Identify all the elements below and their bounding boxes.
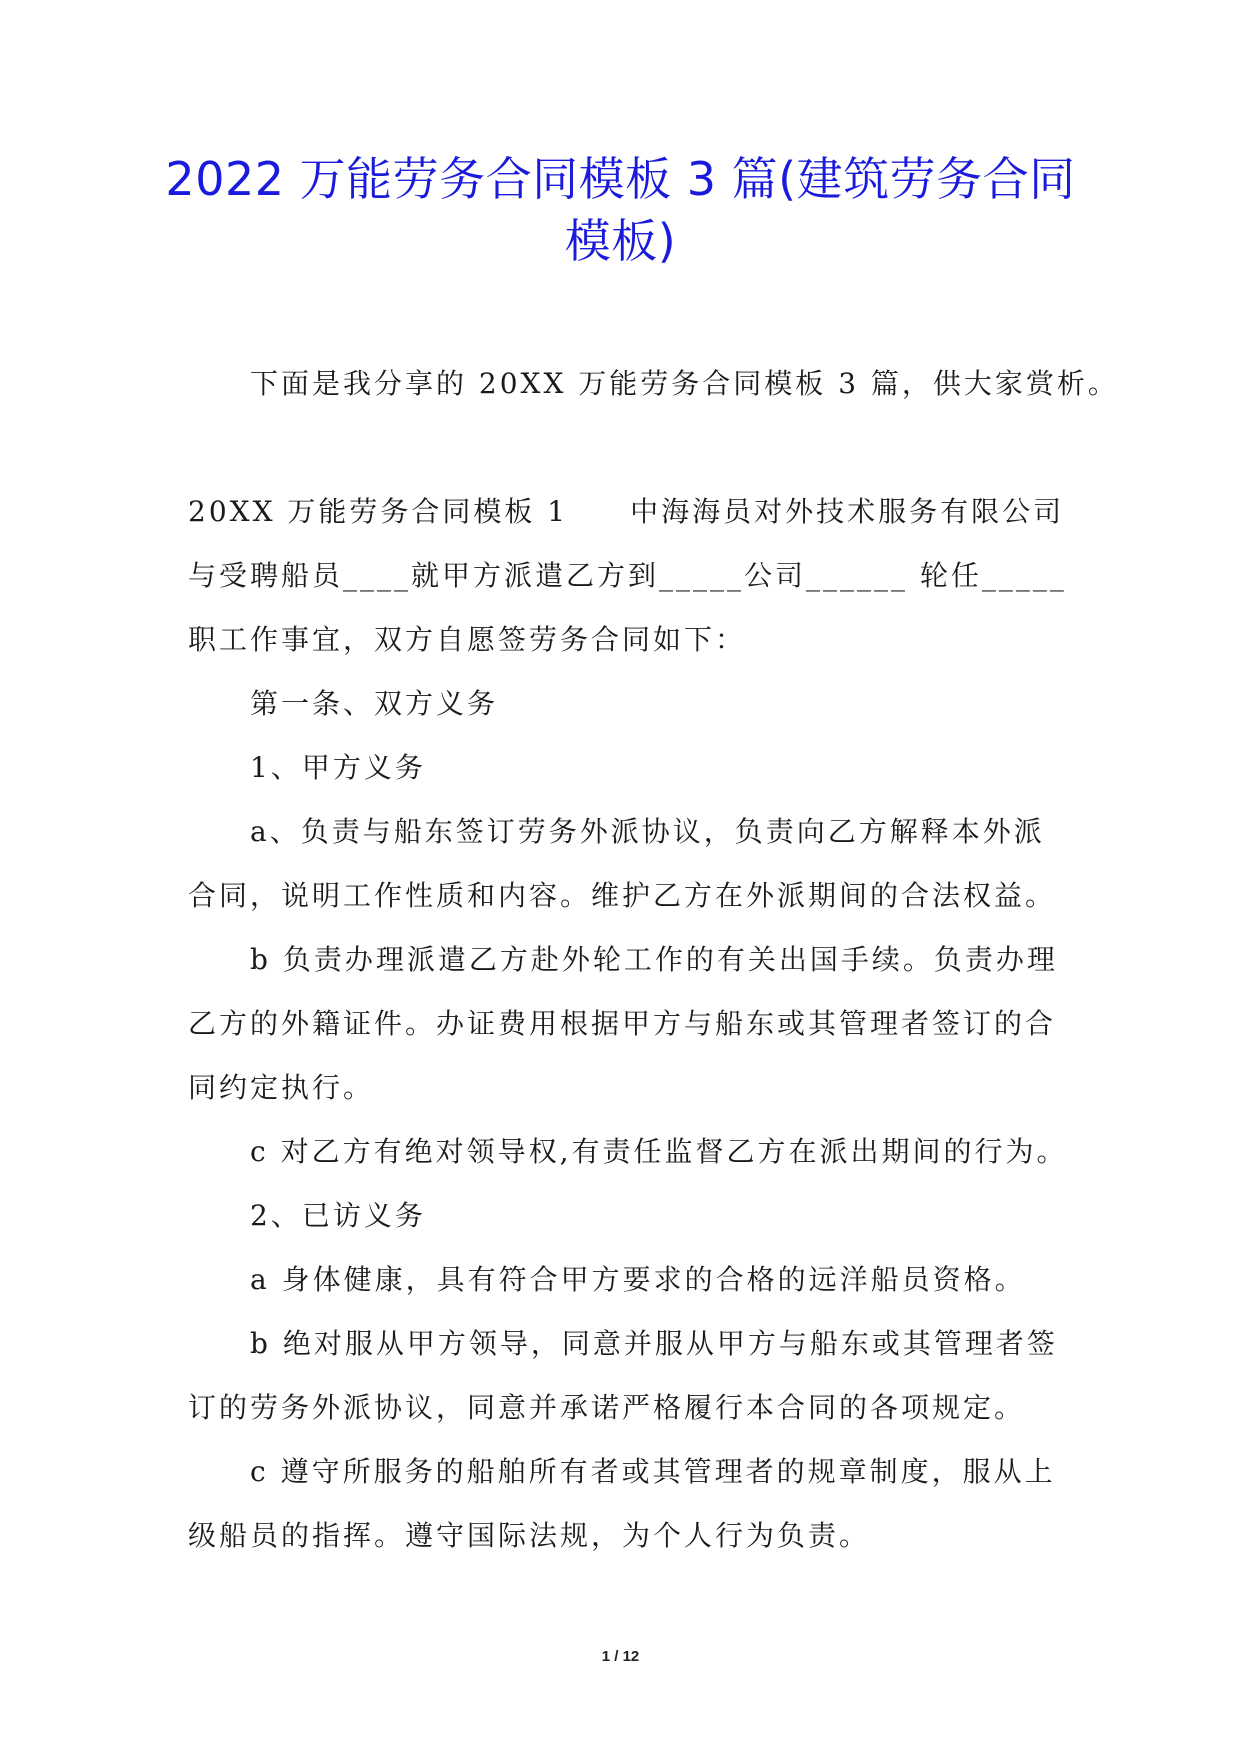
- text-line: c 对乙方有绝对领导权,有责任监督乙方在派出期间的行为。: [250, 1135, 1068, 1168]
- subsection-heading: 1、甲方义务: [250, 751, 426, 784]
- paragraph-gap: [188, 416, 1056, 480]
- text-line: a 身体健康，具有符合甲方要求的合格的远洋船员资格。: [250, 1263, 1026, 1296]
- text-line: 与受聘船员____就甲方派遣乙方到_____公司______ 轮任_____: [188, 559, 1067, 592]
- text-line: 职工作事宜，双方自愿签劳务合同如下：: [188, 623, 747, 656]
- document-title: [160, 148, 1081, 272]
- text-line: c 遵守所服务的船舶所有者或其管理者的规章制度，服从上: [250, 1455, 1056, 1488]
- page-number: 1 / 12: [601, 1648, 640, 1665]
- title-line-2: 模板): [564, 214, 677, 268]
- intro-paragraph: 下面是我分享的 20XX 万能劳务合同模板 3 篇，供大家赏析。: [250, 367, 1119, 400]
- text-line: b 绝对服从甲方领导，同意并服从甲方与船东或其管理者签: [250, 1327, 1058, 1360]
- text-line: 乙方的外籍证件。办证费用根据甲方与船东或其管理者签订的合: [188, 1007, 1057, 1040]
- text-line: 合同，说明工作性质和内容。维护乙方在外派期间的合法权益。: [188, 879, 1057, 912]
- text-line: 20XX 万能劳务合同模板 1 中海海员对外技术服务有限公司: [188, 495, 1065, 528]
- title-line-1: 2022 万能劳务合同模板 3 篇(建筑劳务合同: [165, 152, 1076, 206]
- subsection-heading: 2、已访义务: [250, 1199, 426, 1232]
- text-line: 订的劳务外派协议，同意并承诺严格履行本合同的各项规定。: [188, 1391, 1026, 1424]
- text-line: 级船员的指挥。遵守国际法规，为个人行为负责。: [188, 1519, 871, 1552]
- text-line: 同约定执行。: [188, 1071, 375, 1104]
- text-line: b 负责办理派遣乙方赴外轮工作的有关出国手续。负责办理: [250, 943, 1058, 976]
- section-heading: 第一条、双方义务: [250, 687, 499, 720]
- text-line: a、负责与船东签订劳务外派协议，负责向乙方解释本外派: [250, 815, 1045, 848]
- document-body: [188, 352, 1119, 1568]
